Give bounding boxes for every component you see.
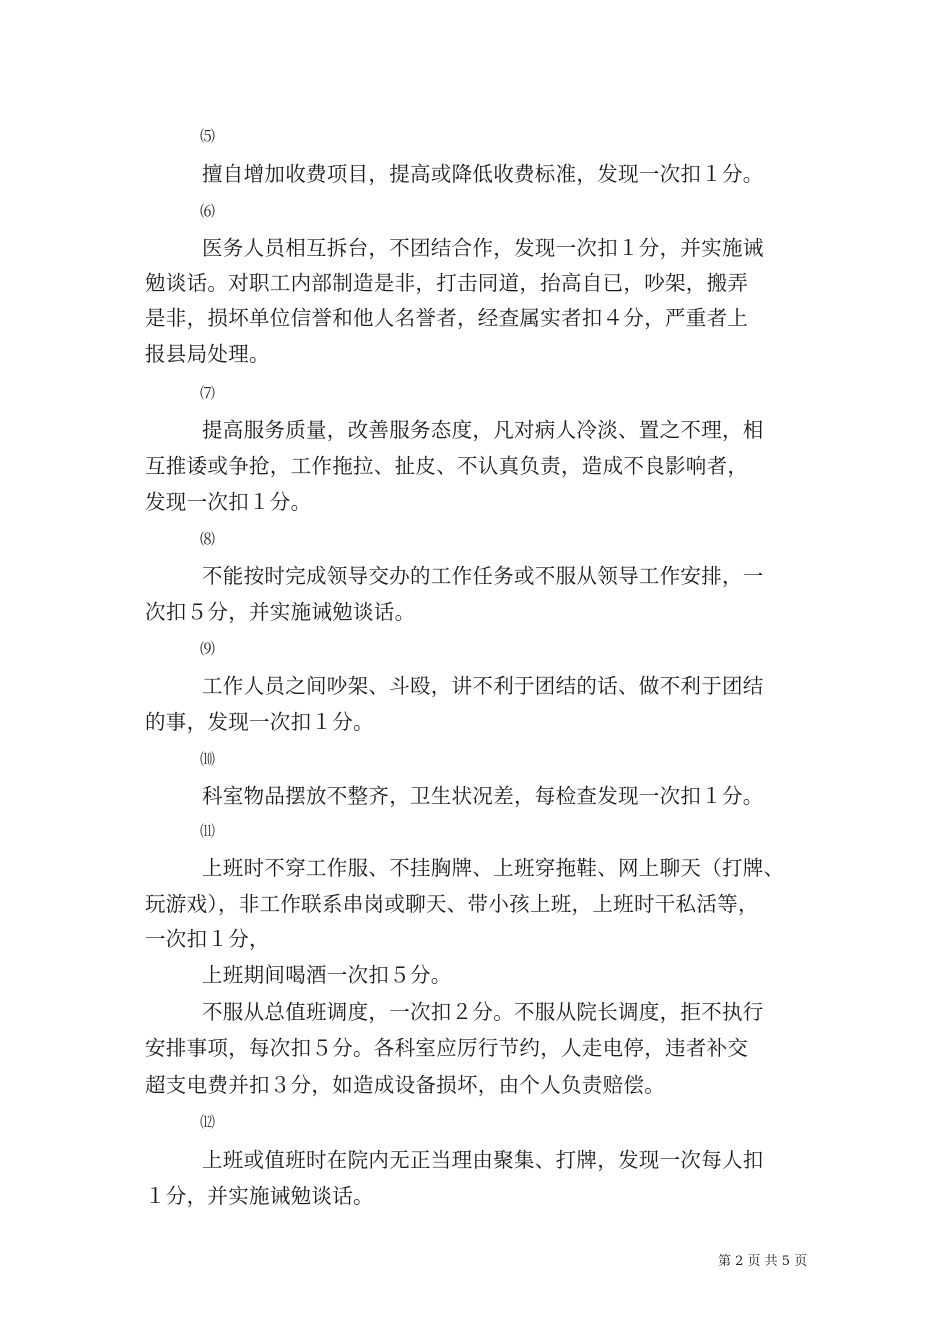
paragraph-line: 勉谈话。对职工内部制造是非，打击同道，抬高自已，吵架，搬弄 bbox=[145, 271, 749, 295]
paragraph-line: 超支电费并扣３分，如造成设备损坏，由个人负责赔偿。 bbox=[145, 1073, 665, 1097]
item-number: ⑼ bbox=[200, 640, 216, 658]
item-number: ⑺ bbox=[200, 384, 216, 402]
paragraph-line: 擅自增加收费项目，提高或降低收费标准，发现一次扣１分。 bbox=[202, 162, 764, 186]
paragraph-line: １分，并实施诫勉谈话。 bbox=[145, 1184, 374, 1208]
paragraph-line: 一次扣１分， bbox=[145, 927, 270, 951]
paragraph-line: 上班期间喝酒一次扣５分。 bbox=[202, 963, 452, 987]
item-number: ⑹ bbox=[200, 202, 216, 220]
paragraph-line: 上班时不穿工作服、不挂胸牌、上班穿拖鞋、网上聊天（打牌、 bbox=[202, 856, 785, 880]
paragraph-line: 是非，损坏单位信誉和他人名誉者，经查属实者扣４分，严重者上 bbox=[145, 306, 749, 330]
paragraph-line: 发现一次扣１分。 bbox=[145, 490, 312, 514]
paragraph-line: 报县局处理。 bbox=[145, 342, 270, 366]
paragraph-line: 互推诿或争抢，工作拖拉、扯皮、不认真负责，造成不良影响者， bbox=[145, 454, 749, 478]
paragraph-line: 不能按时完成领导交办的工作任务或不服从领导工作安排，一 bbox=[202, 564, 764, 588]
paragraph-line: 次扣５分，并实施诫勉谈话。 bbox=[145, 600, 416, 624]
paragraph-line: 的事，发现一次扣１分。 bbox=[145, 710, 374, 734]
item-number: ⑽ bbox=[200, 750, 216, 768]
paragraph-line: 科室物品摆放不整齐，卫生状况差，每检查发现一次扣１分。 bbox=[202, 784, 764, 808]
paragraph-line: 安排事项，每次扣５分。各科室应厉行节约，人走电停，违者补交 bbox=[145, 1036, 749, 1060]
item-number: ⑸ bbox=[200, 127, 216, 145]
paragraph-line: 不服从总值班调度，一次扣２分。不服从院长调度，拒不执行 bbox=[202, 1000, 764, 1024]
paragraph-line: 工作人员之间吵架、斗殴，讲不利于团结的话、做不利于团结 bbox=[202, 674, 764, 698]
item-number: ⑿ bbox=[200, 1113, 216, 1131]
paragraph-line: 玩游戏），非工作联系串岗或聊天、带小孩上班，上班时干私活等， bbox=[145, 892, 759, 916]
paragraph-line: 提高服务质量，改善服务态度，凡对病人冷淡、置之不理，相 bbox=[202, 418, 764, 442]
paragraph-line: 医务人员相互拆台，不团结合作，发现一次扣１分，并实施诫 bbox=[202, 236, 764, 260]
paragraph-line: 上班或值班时在院内无正当理由聚集、打牌，发现一次每人扣 bbox=[202, 1148, 764, 1172]
page-footer: 第 2 页 共 5 页 bbox=[718, 1254, 808, 1269]
item-number: ⑾ bbox=[200, 822, 216, 840]
item-number: ⑻ bbox=[200, 530, 216, 548]
